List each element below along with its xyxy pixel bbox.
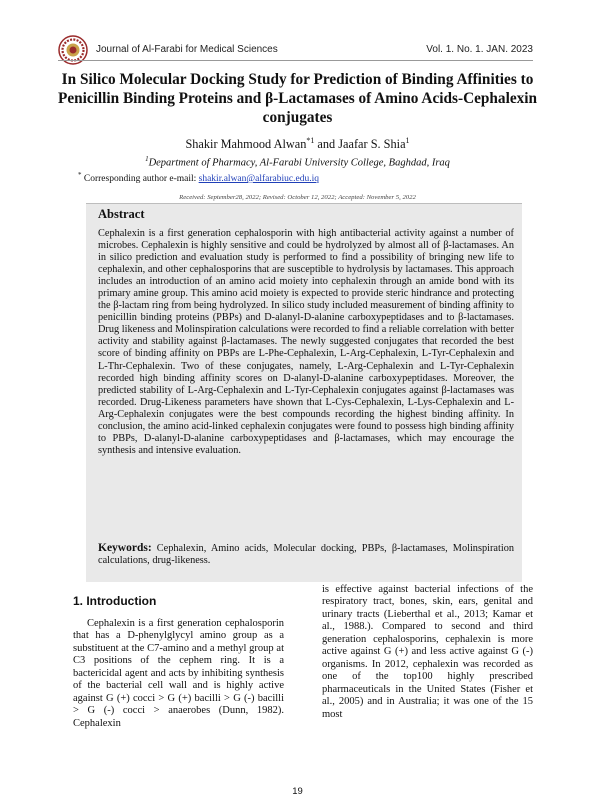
- journal-name: Journal of Al-Farabi for Medical Sciences: [96, 44, 278, 55]
- author-2: Jaafar S. Shia: [338, 137, 406, 152]
- abstract-heading: Abstract: [98, 207, 145, 221]
- author-line: [56, 133, 539, 152]
- corr-email-link[interactable]: shakir.alwan@alfarabiuc.edu.iq: [198, 174, 319, 185]
- author-conjunction: and: [314, 137, 339, 152]
- keywords: [98, 542, 514, 568]
- affiliation-mark: 1: [145, 155, 149, 163]
- header-divider: [58, 60, 533, 61]
- corresponding-author: [78, 171, 319, 184]
- intro-right-column: is effective against bacterial infections of the respiratory tract, bones, skin, ears, genital and urinary tracts (Lieberthal et al., 2013; Kamar et al., 1988.). Compared to second and third generation cephalosporins, cephalexin is more active against G (+) and less active against G (-) organisms. In 2012, cephalexin was recorded as one of the top100 highly prescribed pharmaceuticals in the United States (Fisher et al., 2005) and in Australia; it was one of the 15 most: [322, 584, 533, 720]
- keywords-label: Keywords:: [98, 542, 152, 554]
- volume-info: Vol. 1. No. 1. JAN. 2023: [426, 44, 533, 55]
- introduction-heading: 1. Introduction: [73, 594, 157, 608]
- abstract-text: Cephalexin is a first generation cephalosporin with high antibacterial activity against a number of microbes. Cephalexin is highly sensitive and could be hydrolyzed by almost all of β-lactamases. An in silico prediction and evaluation study is performed to find a possibility of bringing new life to cephalexin, and other cephalosporins that are susceptible to hydrolysis by lactamases. This approach includes an introduction of an amino acid moiety into cephalexin through an amide bond with its primary amine group. This amino acid moiety is expected to provide steric hindrance and protecting the β-lactam ring from being hydrolyzed. In silico study included measurement of binding affinity to penicillin binding proteins (PBPs) and D-alanyl-D-alanine carboxypeptidases and to β-lactamases. Drug likeness and Molinspiration calculations were recorded to find a reliable correlation with better activity and stability against β-lactamases. The newly suggested conjugates that recorded the best score of binding affinity on PBPs are L-Phe-Cephalexin, L-Arg-Cephalexin, L-Tyr-Cephalexin and L-Thr-Cephalexin. Two of these conjugates, namely, L-Arg-Cephalexin and L-Tyr-Cephalexin recorded high binding affinity scores on D-alanyl-D-alanine carboxypeptidases. Moreover, the predicted stability of L-Arg-Cephalexin and L-Tyr-Cephalexin conjugates against β-lactamases was recorded. Drug-Likeness parameters have shown that L-Cys-Cephalexin, L-Lys-Cephalexin and L-Arg-Cephalexin conjugates were the best compounds recording the highest binding affinity. In conclusion, the amino acid-linked cephalexin conjugates were found to possess high binding affinity to PBPs, D-alanyl-D-alanine carboxypeptidases and β-lactamases, which may encourage the synthesis and intensive evaluation.: [98, 228, 514, 456]
- author-1: Shakir Mahmood Alwan: [185, 137, 307, 152]
- article-dates: Received: September28, 2022; Revised: October 12, 2022; Accepted: November 5, 2022: [179, 194, 416, 201]
- keywords-list: Cephalexin, Amino acids, Molecular docking, PBPs, β-lactamases, Molinspiration calculations, drug-likeness.: [98, 543, 514, 567]
- author-2-mark: 1: [405, 136, 410, 145]
- author-1-mark: *1: [306, 136, 315, 145]
- page-number: 19: [292, 786, 303, 797]
- corr-label: Corresponding author e-mail:: [81, 174, 199, 185]
- affiliation: [56, 153, 539, 170]
- intro-left-column: Cephalexin is a first generation cephalosporin that has a D-phenylglycyl amino group as a substituent at the C7-amino and a methyl group at C3 positions of the cephem ring. It is a bactericidal agent and acts by inhibiting synthesis of the bacterial cell wall and is highly active against G (+) cocci > G (+) bacilli > G (-) bacilli > G (-) cocci > anaerobes (Dunn, 1982). Cephalexin: [73, 618, 284, 729]
- corr-mark: *: [78, 171, 82, 179]
- paper-title: In Silico Molecular Docking Study for Prediction of Binding Affinities to Penicillin Binding Proteins and β-Lactamases of Amino Acids-Cephalexin conjugates: [57, 71, 538, 126]
- affiliation-text: Department of Pharmacy, Al-Farabi University College, Baghdad, Iraq: [148, 157, 450, 169]
